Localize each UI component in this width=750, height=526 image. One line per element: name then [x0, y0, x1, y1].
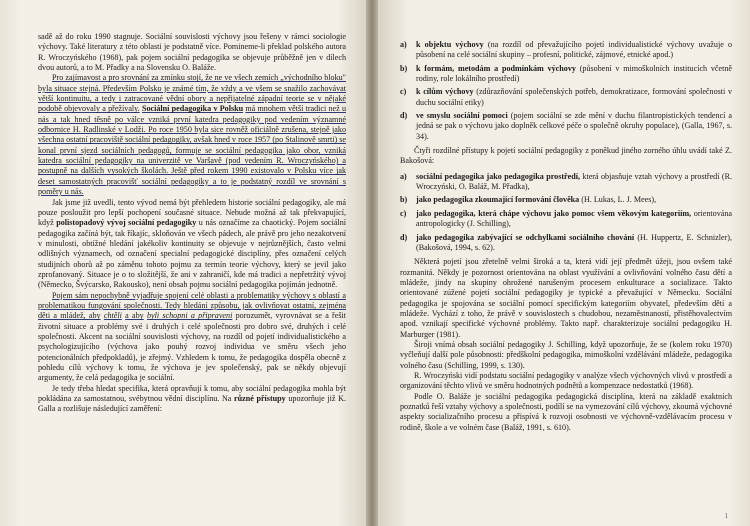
list-marker: b) [400, 195, 408, 205]
list-item [400, 87, 732, 108]
paragraph-5 [38, 384, 346, 415]
paragraph-1: sadě až do roku 1990 stagnuje. Sociální souvislosti výchovy jsou řešeny v rámci sociologie výchovy. Také literatury z této oblasti je podstatně více. Pomineme-li překlad polského autora R. Wroczyńského (1968), pak pojem sociální pedagogika se objevuje průběžně jen v dílech dvou autorů, a to M. Přadky a na Slovensku O. Baláže. [38, 32, 346, 73]
list-text: (zdůrazňování společenských potřeb, demokratizace, formování společnosti v duchu sociální etiky) [416, 87, 733, 107]
left-page [0, 0, 366, 526]
paragraph-8: R. Wroczyński vidí podstatu sociální pedagogiky v analýze všech výchovných vlivů v prostředí a organizování těchto vlivů ve směru hodnotných podnětů a kompenzace nedostatků (1968). [400, 370, 732, 391]
right-page [378, 0, 750, 526]
bold-term: jako pedagogika zkoumající formování člověka [416, 195, 580, 205]
bold-term: k formám, metodám a podmínkám výchovy [416, 63, 576, 73]
text-span: Je tedy třeba hledat specifika, která opravňují k tomu, aby sociální pedagogika mohla být pokládána za samostatnou, svébytnou vědní disciplínu. Na [38, 383, 346, 404]
list-text: (H. Lukas, L. J. Mees), [581, 195, 657, 205]
underlined-text: má mnohem větší tradici než u nás a tak hned těsně po válce vzniká první katedra pedagogiky pod vedením významné odbornice H. Radlinské v Lodži. Po roce 1950 byla sice rovněž oficiálně zrušena, stejně jako všechna ostatní pracoviště sociální pedagogiky, avšak hned v roce 1957 (po Stalinově smrti) se konal první sjezd sociálních pedagogů, formuje se sociální pedagogika jako obor, vzniká katedra sociální pedagogiky na univerzitě ve Varšavě (pod vedením R. Wroczyńského) a postupně na dalších vysokých školách. Ještě před rokem 1990 existovalo v Polsku více jak deset samostatných pracovišť sociální pedagogiky a to je podstatný rozdíl ve srovnání s poměry u nás. [38, 104, 347, 197]
list-text: (na rozdíl od převažujícího pojetí individualistické výchovy uvažuje o působení na celé sociální skupiny – profesní, politické, zájmové, etnické apod.) [416, 40, 732, 60]
text-span: Jak jsme již uvedli, tento vývod nemá být přehledem historie sociální pedagogiky, ale má pouze posloužit pro lepší pochopení současné situace. Nebude možná až tak překvapující, když [38, 197, 346, 228]
paragraph-2 [38, 73, 346, 197]
list-marker: c) [400, 87, 407, 97]
galla-approaches-list [400, 40, 732, 142]
paragraph-9: Podle O. Baláže je sociální pedagogika pedagogická disciplína, která na základě exaktních poznatků řeší vztahy výchovy a společnosti, podílí se na vymezování cílů výchovy, zkoumá výchovné aspekty socializačního procesu a přispívá k rozvoji osobnosti ve výchovně-vzdělávacím procesu v rodině, škole a ve volném čase (Baláž, 1991, s. 610). [400, 391, 732, 432]
list-item [400, 209, 732, 230]
list-marker: a) [400, 171, 407, 181]
list-item [400, 40, 732, 61]
list-marker: d) [400, 232, 408, 242]
bold-term: různé přístupy [234, 394, 286, 404]
list-item [400, 64, 732, 85]
bold-term: k objektu výchovy [416, 40, 484, 49]
paragraph-4 [38, 291, 346, 384]
bold-term: polistopadový vývoj sociální pedagogiky [56, 218, 197, 228]
italic-term: byli schopni a připraveni [146, 311, 233, 321]
bakosova-approaches-list [400, 172, 732, 253]
underlined-text: Pojem sám nepochybně vyjadřuje spojení celé oblasti a problematiky výchovy s oblastí a problematikou fungování společnosti. Tedy hledání způsobu, jak ovlivňovat ostatní, zejména děti a mládež, aby [38, 290, 346, 321]
list-text: (pojem sociální se zde mění v duchu filantropistických tendencí a jedná se pak o výchovu jako doplněk celkové péče o společně okruhy populace), (Galla, 1967, s. 34). [416, 111, 733, 141]
bold-term: sociální pedagogika jako pedagogika prostředí, [416, 171, 580, 181]
list-marker: c) [400, 208, 407, 218]
text-span: porozumět, vyrovnávat se a řešit životní situace a problémy své i druhých i celé společnosti pro dobro své, druhých i celé společnosti. Akcent na sociální souvislosti výchovy, na rozdíl od pojetí individualistického a psychologizujícího (výchova jako pouhý rozvoj individua ve směru všech jeho potencionálních předpokladů), je zřejmý. Vzhledem k tomu, že pedagogika dospěla obecně z pohledu cílů výchovy k tomu, že výchova je jev společenský, pak se někdy objevují argumenty, že celá pedagogika je sociální. [38, 311, 346, 383]
list-item [400, 111, 732, 142]
italic-term: chtěli [103, 311, 122, 321]
list-marker: a) [400, 40, 407, 49]
bold-term: jako pedagogika, která chápe výchovu jako pomoc všem věkovým kategoriím, [416, 208, 692, 218]
page-number: 1 [724, 512, 728, 520]
bold-term: Sociální pedagogika v Polsku [141, 104, 244, 114]
text-span: u nás označíme za chaotický. Pojem sociální pedagogika začíná být, tak říkajíc, skloňován ve všech pádech, ale právě pro jeho nezakotvení v minulosti, obtížné hledání jakékoliv kontinuity se objevuje v nejrůznějších, často velmi odlišných významech, od označení specialní pedagogické disciplíny, přes označení celých studijních oborů až po záměnu tohoto pojmu za termín teorie výchovy, který se jevil jako zprofanovaný. Situace je o to složitější, že ani v zahraničí, kde má tradici a nepřetržitý vývoj (Německo, Švýcarsko, Rakousko), není obsah pojmu sociální pedagogika pojímán jednotně. [38, 218, 347, 290]
list-marker: b) [400, 63, 408, 73]
list-text: (H. Huppertz, E. Schnizler), (Bakošová, 1994, s. 62). [416, 232, 732, 252]
text-span: upozorňuje již K. Galla a rozlišuje následující zaměření: [38, 394, 346, 414]
paragraph-3 [38, 198, 346, 291]
underlined-text: Pro zajímavost a pro srovnání za zmínku stojí, že ne ve všech zemích „východního bloku" byla situace stejná. Především Polsko je známé tím, že vždy a ve všem se snažilo zachovávat větší kontinuitu, a tedy i zatracované vědní obory a nepřijatelné západní teorie se v nějaké podobě objevovaly a přežívaly. [38, 73, 346, 114]
bold-term: k cílům výchovy [416, 87, 474, 97]
bold-term: jako pedagogika zabývající se odchylkami sociálního chování [416, 232, 635, 242]
list-item [400, 233, 732, 254]
list-marker: d) [400, 111, 408, 121]
book-gutter [366, 0, 378, 526]
bold-term: ve smyslu sociální pomoci [416, 111, 508, 121]
paragraph-7: Široji vnímá obsah sociální pedagogiky J. Schilling, když upozorňuje, že se (kolem roku 1970) vyčleňují další pole působnosti: předškolní pedagogika, mimoškolní vzdělávání mládeže, pedagogika volného času (Schilling, 1999, s. 130). [400, 339, 732, 370]
underlined-text: a aby [125, 311, 144, 321]
paragraph-intro: Čtyři rozdílné přístupy k pojetí sociální pedagogiky z poněkud jiného zorného úhlu uvádí také Z. Bakošová: [400, 146, 732, 166]
list-text: orientována antropologicky (J. Schilling), [416, 208, 732, 229]
list-text: která objasňuje vztah výchovy a prostředí (R. Wroczyński, O. Baláž, M. Přadka), [416, 171, 732, 192]
list-item [400, 195, 732, 205]
list-text: (působení v mimoškolních institucích včetně rodiny, role lokálního prostředí) [416, 63, 732, 84]
list-item [400, 172, 732, 193]
paragraph-6: Některá pojetí jsou zřetelně velmi široká a ta, která vidí její předmět úžeji, jsou ovšem také rozmanitá. Někdy je pozornost orientována na oblast využívání a ovlivňování volného času dětí a mládeže, jindy na skupiny ohrožené narušeným procesem enkulturace a socializace. Takto orientované zúžené pojetí sociální pedagogiky je typické a převažující v Německu. Sociální pedagogika je spojována se sociální pomocí specifickým kategoriím obyvatel, především dětí a mládeže. Vychází z toho, že právě v souvislostech s chudobou, nezaměstnaností, přistěhovalectvím apod. vznikají specifické výchovné problémy. Takto např. charakterizuje sociální pedagogiku H. Marburger (1981). [400, 257, 732, 339]
